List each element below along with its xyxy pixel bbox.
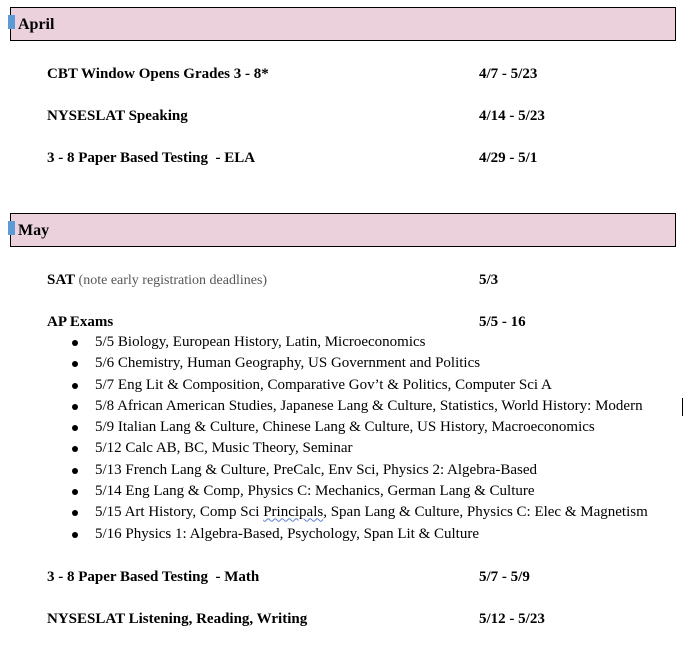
list-item-text: 5/12 Calc AB, BC, Music Theory, Seminar (95, 440, 353, 457)
list-item (0, 483, 684, 504)
list-item (0, 355, 684, 376)
event-name: SAT (note early registration deadlines) (47, 272, 268, 288)
event-name: AP Exams (47, 314, 114, 330)
list-item (0, 398, 684, 419)
event-note: (note early registration deadlines) (78, 273, 268, 288)
event-row-ap (47, 314, 677, 336)
bullet-icon (72, 361, 78, 367)
list-item (0, 504, 684, 525)
event-date: 5/7 - 5/9 (479, 569, 530, 585)
event-date: 5/12 - 5/23 (479, 611, 545, 627)
list-item-text: 5/16 Physics 1: Algebra-Based, Psychology, Span Lit & Culture (95, 525, 480, 542)
list-item-text: 5/13 French Lang & Culture, PreCalc, Env Sci, Physics 2: Algebra-Based (95, 461, 538, 478)
event-name: 3 - 8 Paper Based Testing - ELA (47, 150, 256, 166)
heading-marker-icon (8, 15, 15, 29)
event-date: 5/3 (479, 272, 499, 288)
list-item-text: 5/8 African American Studies, Japanese Lang & Culture, Statistics, World History: Modern (95, 397, 643, 414)
list-item-text: 5/15 Art History, Comp Sci Principals, Span Lang & Culture, Physics C: Elec & Magnetism (95, 504, 648, 521)
list-item (0, 419, 684, 440)
event-date: 5/5 - 16 (479, 314, 526, 330)
text-cursor (682, 398, 683, 416)
list-item-text: 5/7 Eng Lit & Composition, Comparative Gov’t & Politics, Computer Sci A (95, 376, 552, 393)
bullet-icon (72, 446, 78, 452)
month-title: May (18, 222, 50, 239)
list-item-text: 5/14 Eng Lang & Comp, Physics C: Mechanics, German Lang & Culture (95, 483, 535, 500)
month-header-may (10, 213, 676, 247)
event-name: NYSESLAT Listening, Reading, Writing (47, 611, 308, 627)
event-date: 4/14 - 5/23 (479, 108, 545, 124)
month-header-april (10, 7, 676, 41)
list-item-text: 5/5 Biology, European History, Latin, Microeconomics (95, 334, 426, 350)
event-name: 3 - 8 Paper Based Testing - Math (47, 569, 260, 585)
event-date: 4/7 - 5/23 (479, 66, 538, 82)
event-name: NYSESLAT Speaking (47, 108, 188, 124)
event-row (47, 66, 677, 88)
bullet-icon (72, 532, 78, 538)
event-date: 4/29 - 5/1 (479, 150, 538, 166)
list-item-text: 5/6 Chemistry, Human Geography, US Government and Politics (95, 355, 481, 372)
bullet-icon (72, 510, 78, 516)
event-row (47, 150, 677, 172)
month-title: April (18, 16, 55, 33)
event-row (47, 569, 677, 591)
list-item (0, 526, 684, 547)
spellcheck-flagged-word[interactable]: Principals (263, 504, 324, 521)
event-row-sat (47, 272, 677, 294)
list-item (0, 377, 684, 398)
event-row (47, 108, 677, 130)
list-item-text: 5/9 Italian Lang & Culture, Chinese Lang & Culture, US History, Macroeconomics (95, 419, 595, 436)
bullet-icon (72, 383, 78, 389)
bullet-icon (72, 340, 78, 346)
bullet-icon (72, 425, 78, 431)
bullet-icon (72, 468, 78, 474)
list-item (0, 334, 684, 355)
bullet-icon (72, 404, 78, 410)
bullet-icon (72, 489, 78, 495)
event-row (47, 611, 677, 633)
event-name: CBT Window Opens Grades 3 - 8* (47, 66, 269, 82)
heading-marker-icon (8, 221, 15, 235)
ap-exam-list (0, 334, 684, 547)
list-item (0, 462, 684, 483)
list-item (0, 440, 684, 461)
